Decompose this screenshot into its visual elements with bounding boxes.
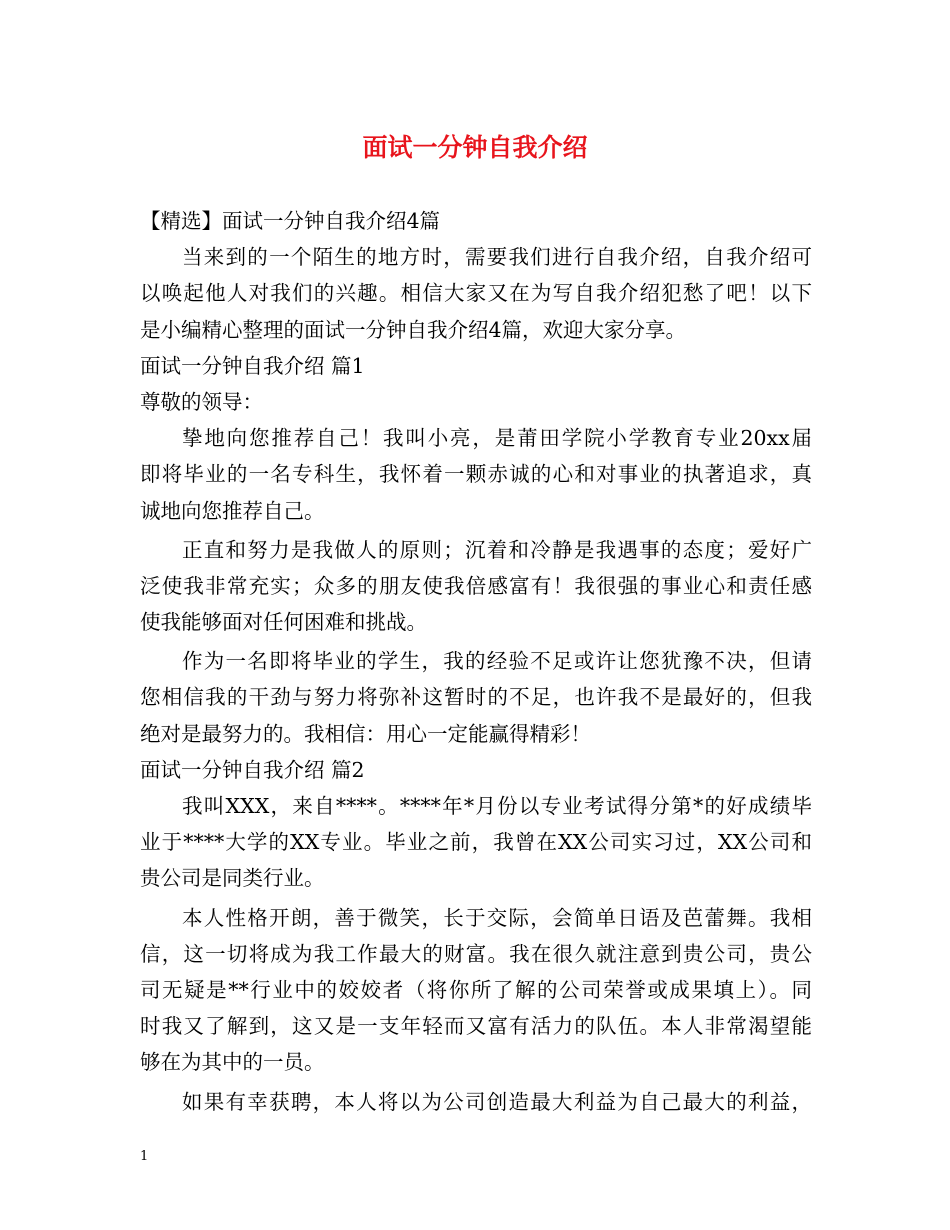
- body-line: 泛使我非常充实；众多的朋友使我倍感富有！我很强的事业心和责任感: [140, 573, 812, 598]
- body-line: 【精选】面试一分钟自我介绍4篇: [140, 209, 441, 233]
- document-title: 面试一分钟自我介绍: [362, 133, 588, 162]
- body-line: 挚地向您推荐自己！我叫小亮，是莆田学院小学教育专业20xx届: [182, 426, 812, 451]
- page-number: 1: [140, 1149, 149, 1164]
- body-line: 即将毕业的一名专科生，我怀着一颗赤诚的心和对事业的执著追求，真: [140, 462, 812, 487]
- body-line: 诚地向您推荐自己。: [140, 498, 325, 523]
- body-line: 使我能够面对任何困难和挑战。: [140, 610, 427, 635]
- body-line: 我叫XXX，来自****。****年*月份以专业考试得分第*的好成绩毕: [182, 794, 812, 818]
- body-line: 当来到的一个陌生的地方时，需要我们进行自我介绍，自我介绍可: [182, 245, 812, 270]
- body-line: 绝对是最努力的。我相信：用心一定能赢得精彩！: [140, 721, 591, 746]
- body-line: 时我又了解到，这又是一支年轻而又富有活力的队伍。本人非常渴望能: [140, 1014, 812, 1039]
- body-line: 是小编精心整理的面试一分钟自我介绍4篇，欢迎大家分享。: [140, 317, 687, 342]
- body-line: 业于****大学的XX专业。毕业之前，我曾在XX公司实习过，XX公司和: [140, 830, 812, 855]
- body-line: 信，这一切将成为我工作最大的财富。我在很久就注意到贵公司，贵公: [140, 941, 812, 966]
- body-line: 够在为其中的一员。: [140, 1050, 325, 1075]
- body-line: 司无疑是**行业中的姣姣者（将你所了解的公司荣誉或成果填上）。同: [140, 977, 812, 1002]
- body-line: 贵公司是同类行业。: [140, 866, 325, 891]
- body-line: 正直和努力是我做人的原则；沉着和冷静是我遇事的态度；爱好广: [182, 537, 812, 562]
- body-line: 如果有幸获聘，本人将以为公司创造最大利益为自己最大的利益，: [182, 1089, 812, 1114]
- body-line: 尊敬的领导：: [140, 389, 263, 414]
- document-body: [140, 203, 812, 1120]
- body-line: 作为一名即将毕业的学生，我的经验不足或许让您犹豫不决，但请: [182, 649, 812, 674]
- body-line: 以唤起他人对我们的兴趣。相信大家又在为写自我介绍犯愁了吧！以下: [140, 281, 812, 306]
- body-line: 您相信我的干劲与努力将弥补这暂时的不足，也许我不是最好的，但我: [140, 685, 812, 710]
- body-line: 面试一分钟自我介绍 篇1: [140, 353, 365, 378]
- body-line: 本人性格开朗，善于微笑，长于交际，会简单日语及芭蕾舞。我相: [182, 905, 812, 930]
- body-line: 面试一分钟自我介绍 篇2: [140, 757, 365, 782]
